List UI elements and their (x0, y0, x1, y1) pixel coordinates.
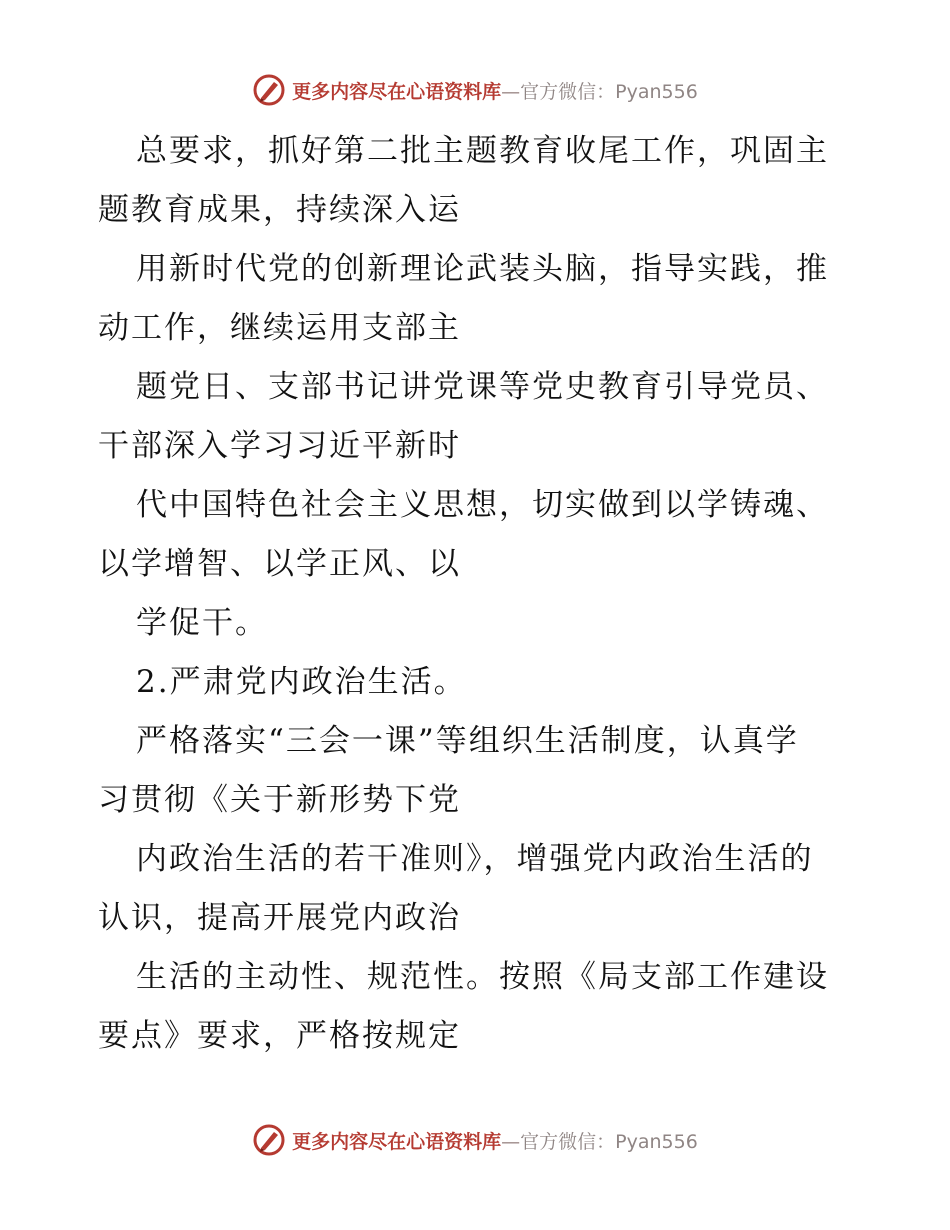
footer-brand: 更多内容尽在心语资料库 (292, 1130, 502, 1153)
body-line: 以学增智、以学正风、以 (98, 546, 461, 582)
pen-logo-icon (252, 73, 286, 107)
body-line: 习贯彻《关于新形势下党 (98, 782, 461, 818)
body-line: 总要求，抓好第二批主题教育收尾工作，巩固主 (136, 133, 829, 169)
footer-watermark-text (292, 1127, 698, 1154)
body-line: 学促干。 (136, 605, 268, 641)
document-body (98, 122, 858, 1066)
header-watermark (0, 70, 950, 110)
body-line: 代中国特色社会主义思想，切实做到以学铸魂、 (136, 487, 829, 523)
header-watermark-text (292, 77, 698, 104)
body-line: 动工作，继续运用支部主 (98, 310, 461, 346)
body-line: 题教育成果，持续深入运 (98, 192, 461, 228)
body-line: 干部深入学习习近平新时 (98, 428, 461, 464)
header-contact: 官方微信：Pyan556 (520, 80, 698, 103)
body-line: 生活的主动性、规范性。按照《局支部工作建设 (136, 959, 829, 995)
section-heading: 2.严肃党内政治生活。 (136, 664, 467, 700)
body-line: 用新时代党的创新理论武装头脑，指导实践，推 (136, 251, 829, 287)
body-line: 严格落实“三会一课”等组织生活制度，认真学 (136, 723, 799, 759)
footer-contact: 官方微信：Pyan556 (520, 1130, 698, 1153)
pen-logo-icon (252, 1123, 286, 1157)
header-brand: 更多内容尽在心语资料库 (292, 80, 502, 103)
footer-separator: — (501, 1130, 521, 1153)
body-line: 要点》要求，严格按规定 (98, 1018, 461, 1054)
body-line: 内政治生活的若干准则》，增强党内政治生活的 (136, 841, 814, 877)
header-separator: — (501, 80, 521, 103)
body-line: 认识，提高开展党内政治 (98, 900, 461, 936)
footer-watermark (0, 1120, 950, 1160)
body-line: 题党日、支部书记讲党课等党史教育引导党员、 (136, 369, 829, 405)
